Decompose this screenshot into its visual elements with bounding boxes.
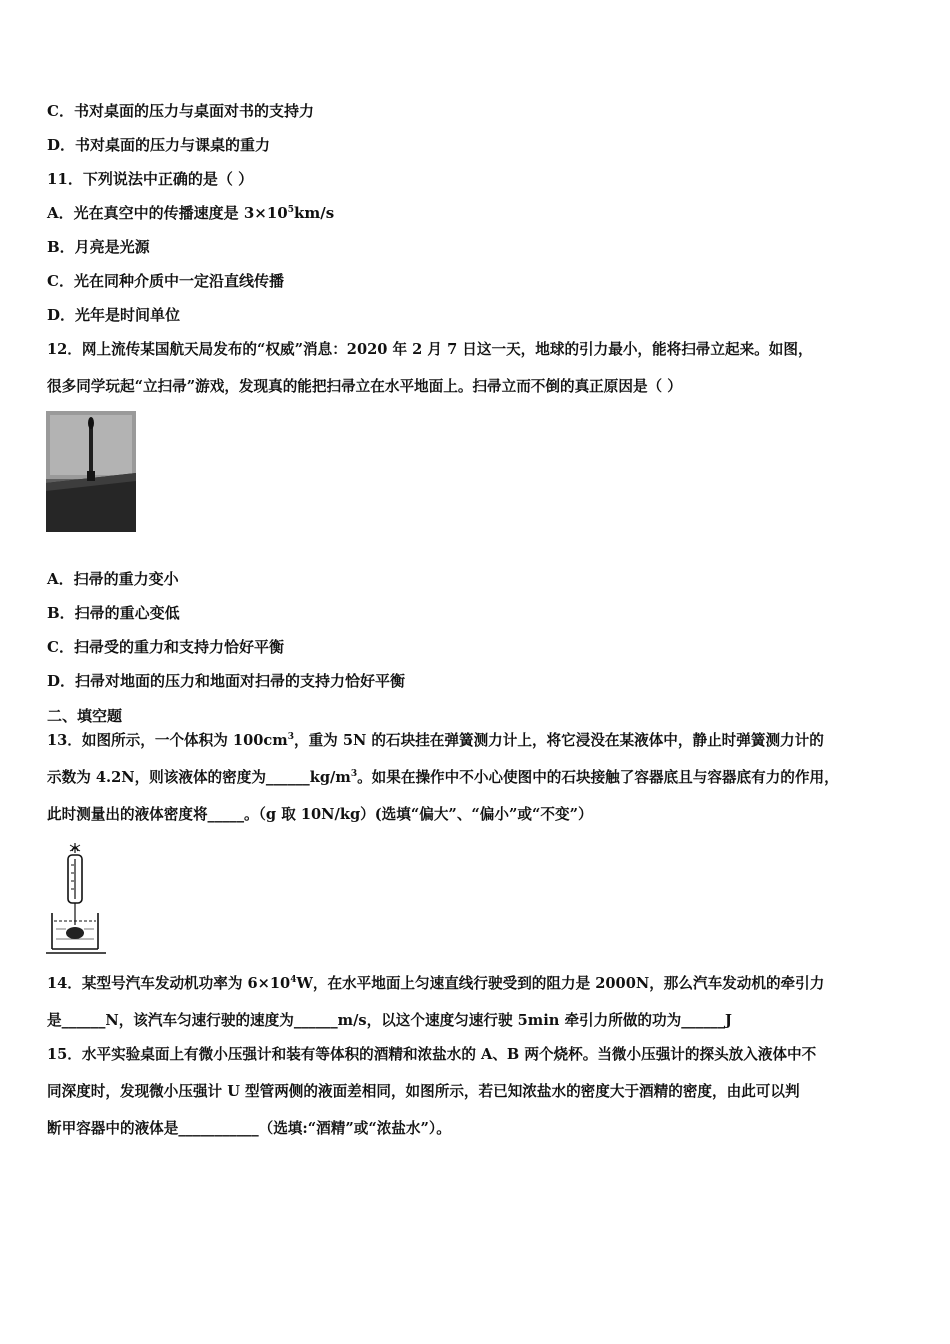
q12-option-a: A．扫帚的重力变小 xyxy=(47,570,179,588)
q11-option-a xyxy=(47,203,334,223)
q12-stem-line1: 12．网上流传某国航天局发布的“权威”消息：2020 年 2 月 7 日这一天，地球的引力最小，能将扫帚立起来。如图， xyxy=(47,341,813,358)
q12-option-b: B．扫帚的重心变低 xyxy=(47,604,180,622)
q15-line3: 断甲容器中的液体是___________（选填:“酒精”或“浓盐水”）。 xyxy=(47,1120,451,1137)
q13-line1 xyxy=(47,731,824,751)
q12-option-d: D．扫帚对地面的压力和地面对扫帚的支持力恰好平衡 xyxy=(47,672,406,690)
q12-option-c: C．扫帚受的重力和支持力恰好平衡 xyxy=(47,638,284,656)
q11-option-a-unit: km/s xyxy=(294,204,335,222)
q13-line2-text: 示数为 4.2N，则该液体的密度为______kg/m xyxy=(47,769,351,786)
section-title: 二、填空题 xyxy=(47,707,123,725)
q14-line2: 是______N，该汽车匀速行驶的速度为______m/s，以这个速度匀速行驶 5min 牵引力所做的功为______J xyxy=(47,1012,732,1029)
q15-line2: 同深度时，发现微小压强计 U 型管两侧的液面差相同，如图所示，若已知浓盐水的密度大于酒精的密度，由此可以判 xyxy=(47,1083,800,1100)
q13-line1-exponent: 3 xyxy=(287,732,294,742)
q13-line2-rest: 。如果在操作中不小心使图中的石块接触了容器底且与容器底有力的作用， xyxy=(357,769,839,786)
q13-line2 xyxy=(47,768,839,788)
q11-option-d: D．光年是时间单位 xyxy=(47,306,181,324)
q14-line1-exponent: 4 xyxy=(290,975,297,985)
q11-option-a-text: A．光在真空中的传播速度是 3×10 xyxy=(47,204,288,222)
q14-line1 xyxy=(47,974,824,994)
q14-line1-rest: W，在水平地面上匀速直线行驶受到的阻力是 2000N，那么汽车发动机的牵引力 xyxy=(296,975,825,992)
q12-stem-line2: 很多同学玩起“立扫帚”游戏，发现真的能把扫帚立在水平地面上。扫帚立而不倒的真正原因是（ ） xyxy=(47,378,682,395)
q10-option-c: C．书对桌面的压力与桌面对书的支持力 xyxy=(47,102,314,120)
q13-line1-text: 13．如图所示，一个体积为 100cm xyxy=(47,732,288,749)
q11-option-c: C．光在同种介质中一定沿直线传播 xyxy=(47,272,284,290)
q10-option-d: D．书对桌面的压力与课桌的重力 xyxy=(47,136,271,154)
q13-line3: 此时测量出的液体密度将_____。（g 取 10N/kg）(选填“偏大”、“偏小”或“不变”） xyxy=(47,806,593,823)
broom-photo xyxy=(46,411,136,532)
q15-line1: 15．水平实验桌面上有微小压强计和装有等体积的酒精和浓盐水的 A、B 两个烧杯。当微小压强计的探头放入液体中不 xyxy=(47,1046,817,1063)
q11-option-a-exponent: 5 xyxy=(287,205,295,215)
q11-stem: 11．下列说法中正确的是（ ） xyxy=(47,170,254,188)
q13-line1-rest: ，重为 5N 的石块挂在弹簧测力计上，将它浸没在某液体中，静止时弹簧测力计的 xyxy=(293,732,824,749)
q11-option-b: B．月亮是光源 xyxy=(47,238,150,256)
q13-line2-exponent: 3 xyxy=(350,769,358,779)
q14-line1-text: 14．某型号汽车发动机功率为 6×10 xyxy=(47,975,291,992)
spring-scale-diagram xyxy=(46,841,108,957)
